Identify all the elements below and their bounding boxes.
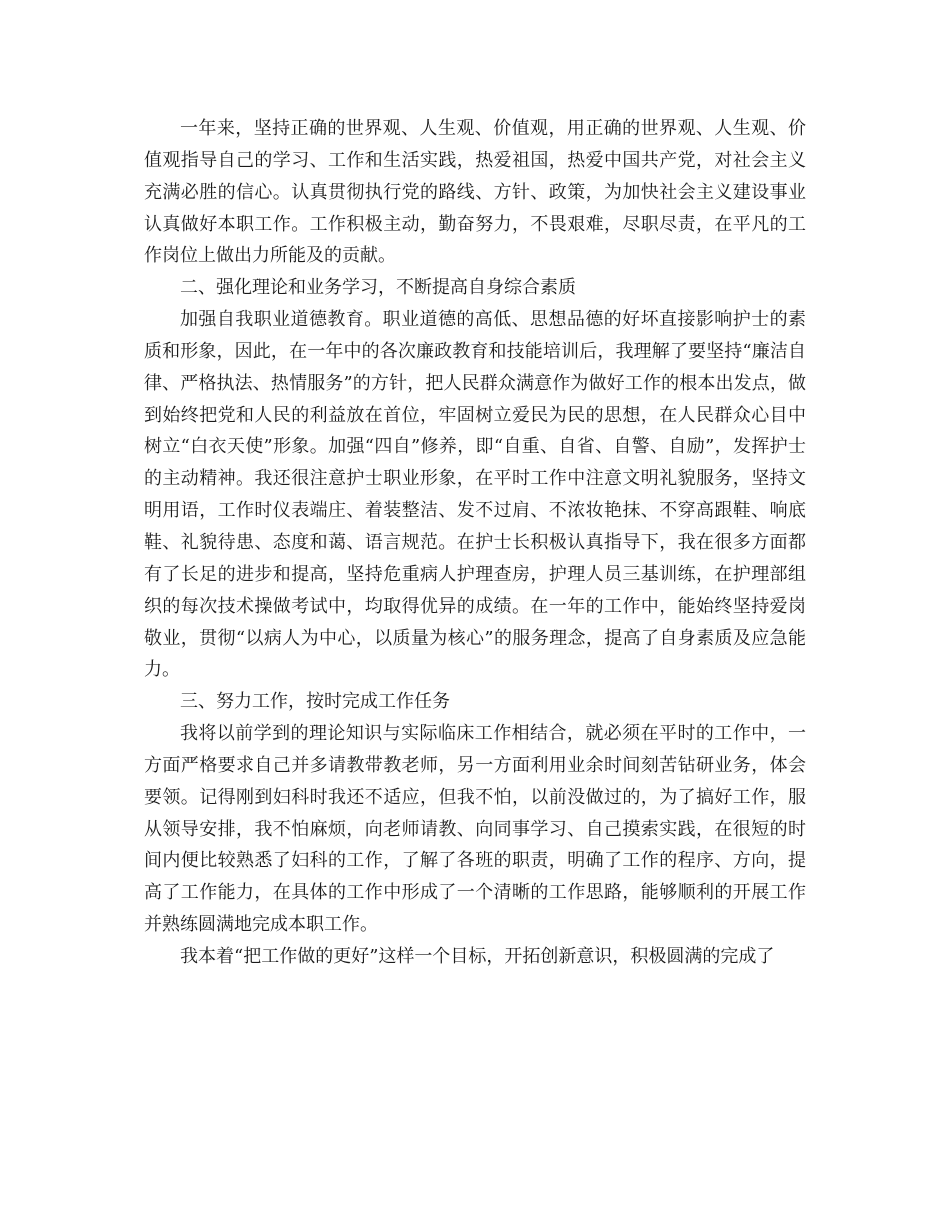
section-heading-work: 三、努力工作，按时完成工作任务	[180, 691, 450, 713]
paragraph-ideology: 一年来，坚持正确的世界观、人生观、价值观，用正确的世界观、人生观、价值观指导自己的学习、工作和生活实践，热爱祖国，热爱中国共产党，对社会主义充满必胜的信心。认真贯彻执行党的路线、方针、政策，为加快社会主义建设事业认真做好本职工作。工作积极主动，勤奋努力，不畏艰难，尽职尽责，在平凡的工作岗位上做出力所能及的贡献。	[144, 118, 806, 267]
section-heading-study: 二、强化理论和业务学习，不断提高自身综合素质	[180, 277, 576, 299]
paragraph-goal: 我本着“把工作做的更好”这样一个目标，开拓创新意识，积极圆满的完成了	[180, 945, 775, 967]
paragraph-ethics: 加强自我职业道德教育。职业道德的高低、思想品德的好坏直接影响护士的素质和形象，因此，在一年中的各次廉政教育和技能培训后，我理解了要坚持“廉洁自律、严格执法、热情服务”的方针，把人民群众满意作为做好工作的根本出发点，做到始终把党和人民的利益放在首位，牢固树立爱民为民的思想，在人民群众心目中树立“白衣天使”形象。加强“四自”修养，即“自重、自省、自警、自励”，发挥护士的主动精神。我还很注意护士职业形象，在平时工作中注意文明礼貌服务，坚持文明用语，工作时仪表端庄、着装整洁、发不过肩、不浓妆艳抹、不穿高跟鞋、响底鞋、礼貌待患、态度和蔼、语言规范。在护士长积极认真指导下，我在很多方面都有了长足的进步和提高，坚持危重病人护理查房，护理人员三基训练，在护理部组织的每次技术操做考试中，均取得优异的成绩。在一年的工作中，能始终坚持爱岗敬业，贯彻“以病人为中心，以质量为核心”的服务理念，提高了自身素质及应急能力。	[144, 309, 806, 681]
paragraph-practice: 我将以前学到的理论知识与实际临床工作相结合，就必须在平时的工作中，一方面严格要求自己并多请教带教老师，另一方面利用业余时间刻苦钻研业务，体会要领。记得刚到妇科时我还不适应，但我不怕，以前没做过的，为了搞好工作，服从领导安排，我不怕麻烦，向老师请教、向同事学习、自己摸索实践，在很短的时间内便比较熟悉了妇科的工作，了解了各班的职责，明确了工作的程序、方向，提高了工作能力，在具体的工作中形成了一个清晰的工作思路，能够顺利的开展工作并熟练圆满地完成本职工作。	[144, 723, 806, 936]
document-body	[144, 113, 806, 973]
